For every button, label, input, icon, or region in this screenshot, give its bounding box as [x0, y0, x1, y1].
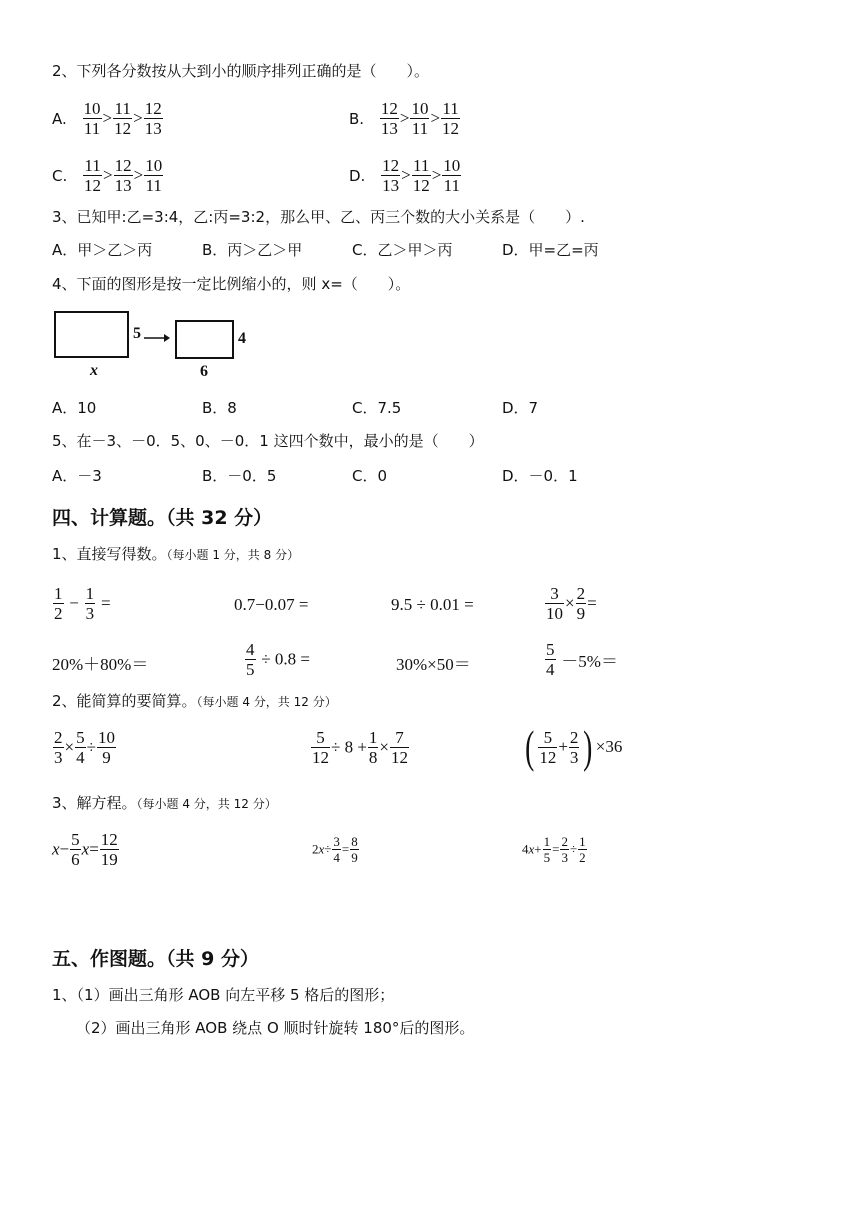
calc-item-7: 30%×50＝: [396, 655, 471, 674]
calc-part-2-heading: 2、能简算的要简算。（每小题 4 分，共 12 分）: [52, 692, 337, 710]
calc-item-6: $\frac{4}{5}$ ÷ 0.8 =: [246, 640, 310, 679]
drawing-task-1: 1、（1）画出三角形 AOB 向左平移 5 格后的图形；: [52, 986, 395, 1004]
q3-option-d[interactable]: D．甲=乙=丙: [502, 241, 599, 259]
q3-option-c[interactable]: C．乙＞甲＞丙: [352, 241, 453, 259]
q5-option-a[interactable]: A．－3: [52, 467, 102, 485]
q5-option-b[interactable]: B．－0．5: [202, 467, 277, 485]
calc-item-2: 0.7−0.07 =: [234, 595, 309, 614]
q2-stem: 2、下列各分数按从大到小的顺序排列正确的是（ ）。: [52, 62, 430, 80]
equation-1: x− $\frac{5}{6}$ x= $\frac{12}{19}$: [52, 830, 118, 869]
q3-option-a[interactable]: A．甲＞乙＞丙: [52, 241, 153, 259]
simplify-item-1: $\frac{2}{3}$ × $\frac{5}{4}$ ÷ $\frac{10}{9}$: [54, 728, 115, 767]
calc-item-4: $\frac{3}{10}$ × $\frac{2}{9}$ =: [546, 584, 597, 623]
calc-item-8: $\frac{5}{4}$ －5%＝: [546, 640, 618, 679]
q5-option-d[interactable]: D．－0．1: [502, 467, 578, 485]
drawing-task-2: （2）画出三角形 AOB 绕点 O 顺时针旋转 180°后的图形。: [76, 1019, 475, 1037]
calc-part-1-heading: 1、直接写得数。（每小题 1 分，共 8 分）: [52, 545, 300, 563]
calc-item-5: 20%＋80%＝: [52, 655, 149, 674]
section-4-title: 四、计算题。（共 32 分）: [52, 507, 273, 529]
option-label: C.: [52, 166, 68, 185]
q2-option-a[interactable]: A. $\frac{10}{11}$ > $\frac{11}{12}$ > $\frac{12}{13}$: [52, 99, 162, 138]
q4-option-a[interactable]: A．10: [52, 399, 97, 417]
simplify-item-2: $\frac{5}{12}$ ÷ 8 + $\frac{1}{8}$ × $\frac{7}{12}$: [312, 728, 409, 767]
large-rectangle: [54, 311, 129, 358]
calc-item-3: 9.5 ÷ 0.01 =: [391, 595, 474, 614]
calc-item-1: $\frac{1}{2}$ − $\frac{1}{3}$ =: [54, 584, 111, 623]
small-rectangle: [175, 320, 234, 359]
arrow-right-icon: [144, 333, 170, 343]
q2-option-b[interactable]: B. $\frac{12}{13}$ > $\frac{10}{11}$ > $\frac{11}{12}$: [349, 99, 460, 138]
q2-option-d[interactable]: D. $\frac{12}{13}$ > $\frac{11}{12}$ > $\frac{10}{11}$: [349, 156, 461, 195]
small-rect-side-label: 4: [238, 330, 246, 347]
q4-option-d[interactable]: D．7: [502, 399, 539, 417]
large-rect-side-label: 5: [133, 325, 141, 342]
large-rect-bottom-label: x: [90, 362, 98, 379]
q5-option-c[interactable]: C．0: [352, 467, 388, 485]
q5-stem: 5、在－3、－0．5、0、－0．1 这四个数中，最小的是（ ）: [52, 432, 484, 450]
q3-option-b[interactable]: B．丙＞乙＞甲: [202, 241, 303, 259]
equation-3: 4x+ $\frac{1}{5}$ = $\frac{2}{3}$ ÷ $\frac{1}{2}$: [522, 834, 586, 865]
q4-stem: 4、下面的图形是按一定比例缩小的，则 x=（ ）。: [52, 275, 411, 293]
equation-2: 2x÷ $\frac{3}{4}$ = $\frac{8}{9}$: [312, 834, 358, 865]
option-label: D.: [349, 166, 366, 185]
simplify-item-3: ( $\frac{5}{12}$ + $\frac{2}{3}$ ) ×36: [525, 721, 623, 772]
section-5-title: 五、作图题。（共 9 分）: [52, 948, 259, 970]
q4-option-c[interactable]: C．7.5: [352, 399, 402, 417]
option-label: A.: [52, 109, 67, 128]
q3-stem: 3、已知甲:乙=3:4，乙:丙=3:2，那么甲、乙、丙三个数的大小关系是（ ）.: [52, 208, 585, 226]
option-label: B.: [349, 109, 365, 128]
q2-option-c[interactable]: C. $\frac{11}{12}$ > $\frac{12}{13}$ > $\frac{10}{11}$: [52, 156, 163, 195]
calc-part-3-heading: 3、解方程。（每小题 4 分，共 12 分）: [52, 794, 277, 812]
small-rect-bottom-label: 6: [200, 363, 208, 380]
q4-option-b[interactable]: B．8: [202, 399, 237, 417]
